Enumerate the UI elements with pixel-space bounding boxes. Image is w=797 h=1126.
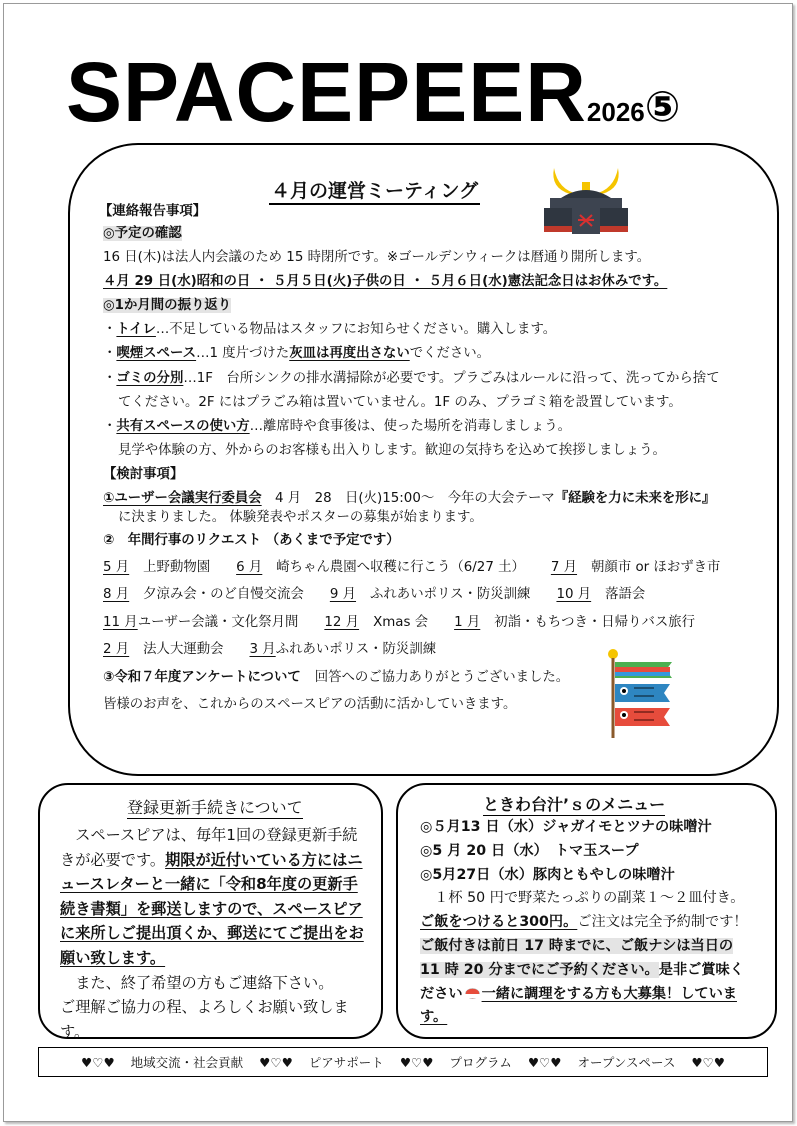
menu-order-b: ご飯付きは前日 17 時までに、ご飯ナシは当日の 11 時 20 分までにご予約ください。 xyxy=(420,937,734,978)
meeting-title: ４月の運営ミーティング xyxy=(269,176,480,205)
event-month: 1 月 xyxy=(454,615,481,630)
menu-item: ◎5 月 20 日（水） トマ玉スープ xyxy=(420,842,639,859)
menu-rice-price: ご飯をつけると300円。 xyxy=(420,914,578,931)
event-name: 落語会 xyxy=(605,587,646,602)
menu-order-c: 是非ご賞味ください xyxy=(420,961,744,1002)
event-name: 法人大運動会 xyxy=(143,642,224,657)
footer-item: ピアサポート xyxy=(308,1055,384,1070)
menu-order-a: ご注文は完全予約制です！ xyxy=(577,914,748,931)
garbage-item-cont: てください。2F にはプラごみ箱は置いていません。1F のみ、プラゴミ箱を設置しています。 xyxy=(118,395,682,410)
footer-item: オープンスペース xyxy=(577,1055,676,1070)
menu-price: １杯 50 円で野菜たっぷりの副菜１～２皿付き。 xyxy=(434,890,745,907)
event-name: Xmas 会 xyxy=(373,615,429,630)
event-month: 6 月 xyxy=(236,560,263,575)
registration-body xyxy=(60,823,372,1044)
registration-emphasis: 期限が近付いている方にはニュースレターと一緒に「令和8年度の更新手続き書類」を郵送しますので、スペースピアに来所しご提出頂くか、郵送にてご提出をお願い致します。 xyxy=(60,850,364,967)
event-name: ふれあいポリス・防災訓練 xyxy=(370,587,531,602)
event-month: 7 月 xyxy=(550,560,578,575)
item-2-heading: ② 年間行事のリクエスト （あくまで予定です） xyxy=(103,533,400,548)
shared-space-item: ・共有スペースの使い方…離席時や食事後は、使った場所を消毒しましょう。 xyxy=(103,419,572,434)
hearts-icon: ♥♡♥ xyxy=(527,1054,562,1070)
hearts-icon: ♥♡♥ xyxy=(81,1054,115,1070)
toilet-item: ・トイレ…不足している物品はスタッフにお知らせください。購入します。 xyxy=(103,322,557,337)
registration-note: また、終了希望の方もご連絡下さい。 xyxy=(75,973,334,992)
issue-number: ⑤ xyxy=(644,82,681,131)
garbage-item: ・ゴミの分別…1F 台所シンクの排水溝掃除が必要です。プラごみはルールに沿って、洗ってから捨て xyxy=(103,371,720,386)
registration-title: 登録更新手続きについて xyxy=(127,798,303,817)
smoking-item: ・喫煙スペース…1 度片づけた灰皿は再度出さないでください。 xyxy=(103,346,491,361)
event-month: 2 月 xyxy=(103,642,130,657)
item-1-cont: に決まりました。 体験発表やポスターの募集が始まります。 xyxy=(118,510,483,525)
event-month: 11 月 xyxy=(103,615,138,630)
koinobori-icon xyxy=(604,648,676,738)
shared-space-item-cont: 見学や体験の方、外からのお客様も出入りします。歓迎の気持ちを込めて挨拶しましょう。 xyxy=(118,443,666,458)
registration-intro: スペースピアは、毎年1回の登録更新手続きが必要です。 xyxy=(60,826,358,869)
contact-heading: 【連絡報告事項】 xyxy=(99,204,207,219)
event-month: 8 月 xyxy=(103,587,130,602)
event-month: 5 月 xyxy=(103,560,130,575)
menu-item: ◎5月27日（水）豚肉ともやしの味噌汁 xyxy=(420,866,675,883)
event-name: 崎ちゃん農園へ収穫に行こう（6/27 土） xyxy=(276,560,525,575)
menu-order-d: 一緒に調理をする方も大募集！しています。 xyxy=(420,985,737,1026)
hearts-icon: ♥♡♥ xyxy=(399,1054,434,1070)
brand-title: SPACEPEER xyxy=(66,45,587,139)
events-row-1 xyxy=(103,558,720,578)
footer-item: 地域交流・社会貢献 xyxy=(130,1055,244,1070)
schedule-heading: ◎予定の確認 xyxy=(103,226,182,241)
event-name: 朝顔市 or ほおずき市 xyxy=(591,560,721,575)
events-row-3 xyxy=(103,613,695,633)
event-name: 上野動物園 xyxy=(143,560,211,575)
menu-title: ときわ台汁’ｓのメニュー xyxy=(483,795,666,814)
event-month: 3 月 xyxy=(249,642,276,657)
item-3: ③令和７年度アンケートについて 回答へのご協力ありがとうございました。 xyxy=(103,670,570,685)
events-row-4 xyxy=(103,640,436,660)
issue-year: 2026 xyxy=(586,97,645,127)
menu-item: ◎５月13 日（水）ジャガイモとツナの味噌汁 xyxy=(420,819,712,835)
event-name: 初詣・もちつき・日帰りバス旅行 xyxy=(494,615,696,630)
event-month: 10 月 xyxy=(556,587,592,602)
schedule-line-1: 16 日(木)は法人内会議のため 15 時閉所です。※ゴールデンウィークは暦通り開所します。 xyxy=(103,250,651,265)
masthead xyxy=(66,42,680,142)
onigiri-icon xyxy=(465,988,480,999)
schedule-line-2: ４月 29 日(水)昭和の日 ・ ５月５日(火)子供の日 ・ ５月６日(水)憲法記念日はお休みです。 xyxy=(103,274,668,289)
menu-body xyxy=(420,816,750,1030)
footer-item: プログラム xyxy=(449,1055,512,1070)
hearts-icon: ♥♡♥ xyxy=(259,1054,293,1070)
meeting-closing: 皆様のお声を、これからのスペースピアの活動に活かしていきます。 xyxy=(103,697,517,712)
event-month: 9 月 xyxy=(329,587,357,602)
event-name: ユーザー会議・文化祭月間 xyxy=(137,615,299,630)
events-row-2 xyxy=(103,585,645,605)
footer-bar xyxy=(38,1047,768,1077)
item-1: ①ユーザー会議実行委員会 4 月 28 日(火)15:00～ 今年の大会テーマ『経験を力に未来を形に』 xyxy=(103,491,716,506)
review-items-heading: 【検討事項】 xyxy=(103,467,184,482)
kabuto-helmet-icon xyxy=(536,160,636,240)
review-heading: ◎1か月間の振り返り xyxy=(103,298,232,313)
registration-closing: ご理解ご協力の程、よろしくお願い致します。 xyxy=(60,998,349,1041)
event-name: 夕涼み会・のど自慢交流会 xyxy=(143,587,304,602)
hearts-icon: ♥♡♥ xyxy=(691,1054,725,1070)
event-month: 12 月 xyxy=(324,615,360,630)
event-name: ふれあいポリス・防災訓練 xyxy=(275,642,437,657)
